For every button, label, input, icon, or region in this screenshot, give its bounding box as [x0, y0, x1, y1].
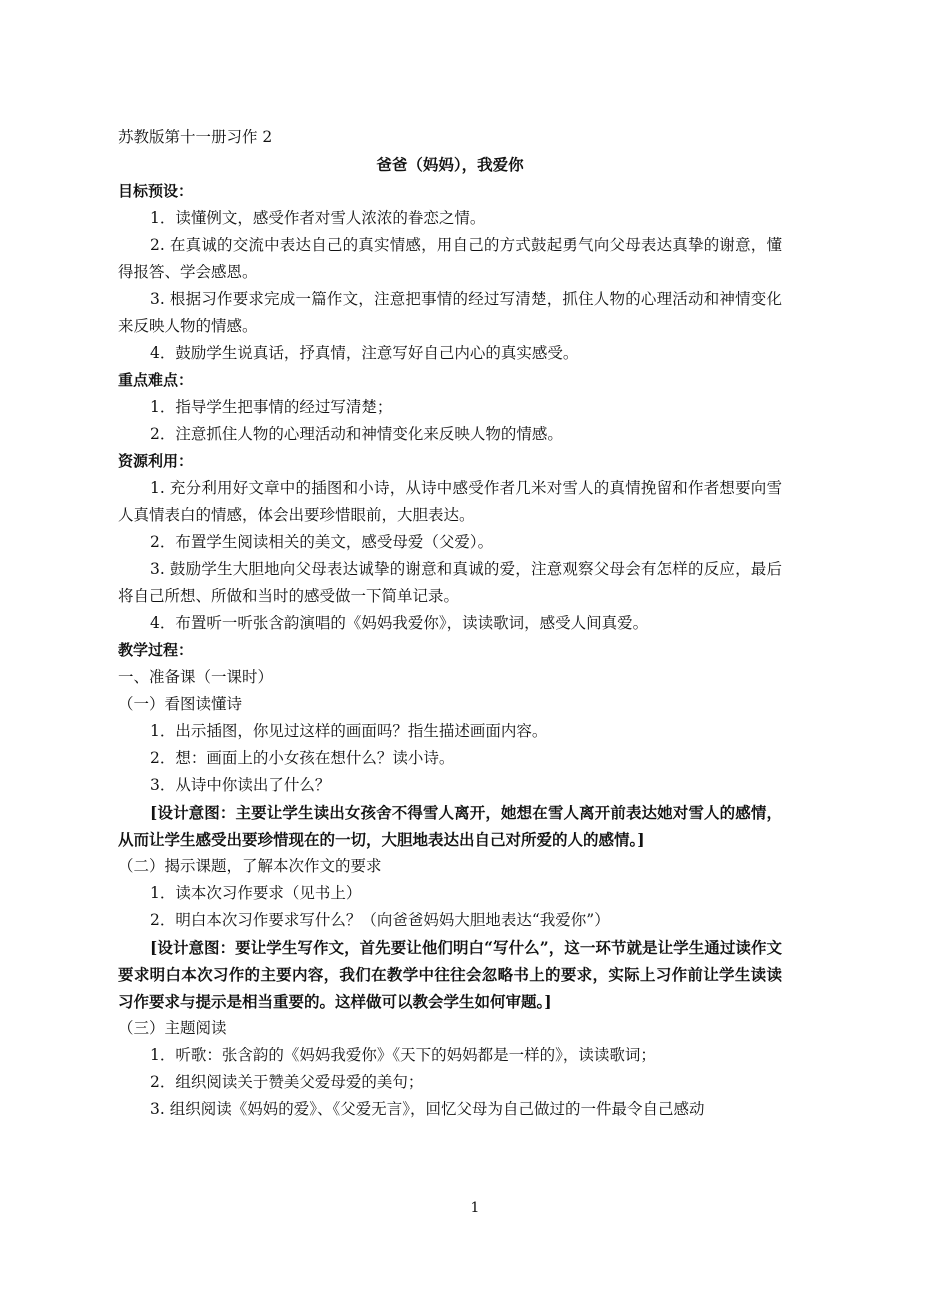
goals-heading: 目标预设：: [118, 182, 194, 200]
resource-item: 2．布置学生阅读相关的美文，感受母爱（父爱）。: [150, 533, 494, 551]
subsection-item: 3. 组织阅读《妈妈的爱》、《父爱无言》，回忆父母为自己做过的一件最令自己感动: [150, 1100, 705, 1118]
subsection-item: 1．出示插图，你见过这样的画面吗？指生描述画面内容。: [150, 722, 548, 740]
design-intent-text: [设计意图：主要让学生读出女孩舍不得雪人离开，她想在雪人离开前表达她对雪人的感情，从而让学生感受出要珍惜现在的一切，大胆地表达出自己对所爱的人的感情。]: [118, 803, 782, 849]
subsection-item: 3．从诗中你读出了什么？: [150, 776, 331, 794]
subsection-item: 1．听歌：张含韵的《妈妈我爱你》《天下的妈妈都是一样的》，读读歌词；: [150, 1046, 656, 1064]
resource-item: 3. 鼓励学生大胆地向父母表达诚挚的谢意和真诚的爱，注意观察父母会有怎样的反应，最后将自己所想、所做和当时的感受做一下简单记录。: [118, 560, 782, 605]
design-intent-text: [设计意图：要让学生写作文，首先要让他们明白“写什么”，这一环节就是让学生通过读作文要求明白本次习作的主要内容，我们在教学中往往会忽略书上的要求，实际上习作前让学生读读习作要求与提示是相当重要的。这样做可以教会学生如何审题。]: [118, 938, 782, 1011]
page-number: 1: [470, 1200, 480, 1216]
design-intent: [118, 934, 782, 1015]
subsection-item: 2．想：画面上的小女孩在想什么？读小诗。: [150, 749, 455, 767]
resource-item: 1. 充分利用好文章中的插图和小诗，从诗中感受作者几米对雪人的真情挽留和作者想要向雪人真情表白的情感，体会出要珍惜眼前，大胆表达。: [118, 479, 782, 524]
subsection-title: （一）看图读懂诗: [118, 695, 243, 713]
key-heading: 重点难点：: [118, 371, 194, 389]
goal-item: 4．鼓励学生说真话，抒真情，注意写好自己内心的真实感受。: [150, 344, 579, 362]
subsection-item: 2．组织阅读关于赞美父爱母爱的美句；: [150, 1073, 424, 1091]
subsection-item: 1．读本次习作要求（见书上）: [150, 884, 362, 902]
resources-heading: 资源利用：: [118, 452, 194, 470]
part-one-title: 一、准备课（一课时）: [118, 668, 274, 686]
key-item: 1．指导学生把事情的经过写清楚；: [150, 398, 393, 416]
resource-item: 4．布置听一听张含韵演唱的《妈妈我爱你》，读读歌词，感受人间真爱。: [150, 614, 649, 632]
subsection-title: （三）主题阅读: [118, 1019, 227, 1037]
document-body: [118, 124, 782, 1123]
design-intent: [118, 799, 782, 853]
goal-item: 3. 根据习作要求完成一篇作文，注意把事情的经过写清楚，抓住人物的心理活动和神情变化来反映人物的情感。: [118, 290, 782, 335]
document-header: 苏教版第十一册习作 2: [118, 128, 273, 146]
document-title: 爸爸（妈妈），我爱你: [376, 155, 524, 174]
subsection-item: 2．明白本次习作要求写什么？（向爸爸妈妈大胆地表达“我爱你”）: [150, 911, 610, 929]
subsection-title: （二）揭示课题，了解本次作文的要求: [118, 857, 382, 875]
goal-item: 1．读懂例文，感受作者对雪人浓浓的眷恋之情。: [150, 209, 486, 227]
goal-item: 2. 在真诚的交流中表达自己的真实情感，用自己的方式鼓起勇气向父母表达真挚的谢意，懂得报答、学会感恩。: [118, 236, 782, 281]
process-heading: 教学过程：: [118, 641, 194, 659]
key-item: 2．注意抓住人物的心理活动和神情变化来反映人物的情感。: [150, 425, 563, 443]
